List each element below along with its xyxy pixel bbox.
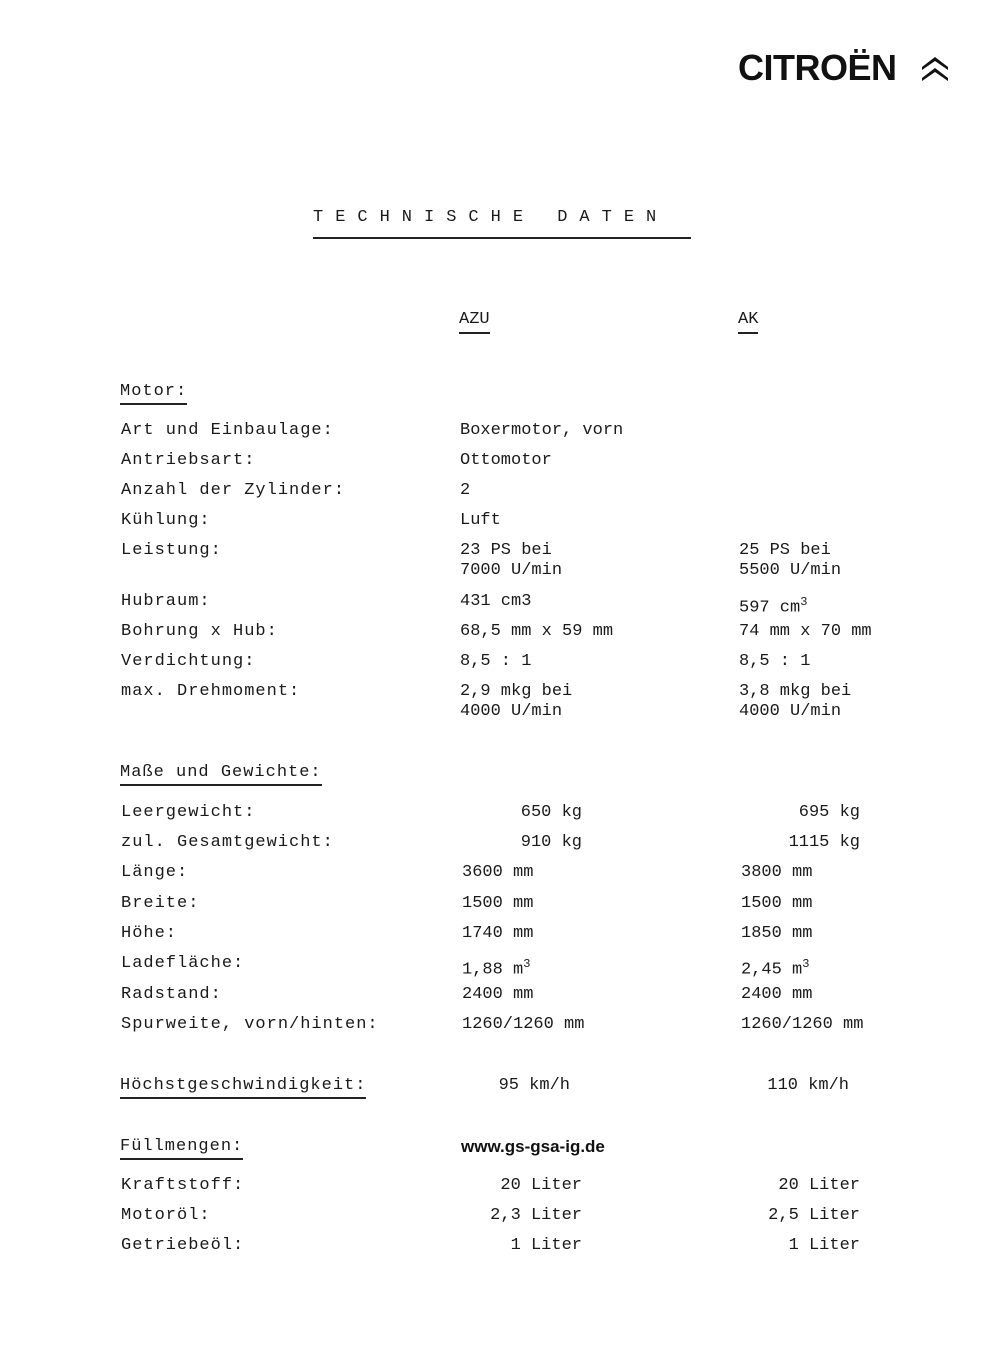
spec-value-ak: 110 km/h xyxy=(767,1076,849,1095)
superscript: 3 xyxy=(523,957,531,971)
spec-label: Radstand: xyxy=(121,985,222,1004)
spec-value-azu: Boxermotor, vorn xyxy=(460,421,624,440)
spec-label: Motoröl: xyxy=(121,1206,211,1225)
spec-value-azu: 68,5 mm x 59 mm xyxy=(460,622,614,641)
column-header-ak: AK xyxy=(738,310,758,334)
spec-label: Bohrung x Hub: xyxy=(121,622,278,641)
spec-label: Kühlung: xyxy=(121,511,211,530)
spec-label: Verdichtung: xyxy=(121,652,256,671)
spec-value-azu: 431 cm3 xyxy=(460,592,532,611)
spec-value-azu: Luft xyxy=(460,511,501,530)
spec-value-azu: 650 kg xyxy=(520,803,582,822)
spec-value-azu: 3600 mm xyxy=(462,863,534,882)
spec-value-azu: 2 xyxy=(460,481,471,500)
spec-value-azu: 20 Liter xyxy=(500,1176,582,1195)
spec-value-azu: 2,9 mkg bei xyxy=(460,682,573,701)
spec-value-azu: 910 kg xyxy=(520,833,582,852)
spec-value-ak: 2400 mm xyxy=(741,985,813,1004)
spec-label: Ladefläche: xyxy=(121,954,245,973)
spec-label: Anzahl der Zylinder: xyxy=(121,481,346,500)
spec-value-ak: 3,8 mkg bei xyxy=(739,682,852,701)
spec-value-azu: 2400 mm xyxy=(462,985,534,1004)
spec-value-azu: 1500 mm xyxy=(462,894,534,913)
spec-value-ak: 20 Liter xyxy=(778,1176,860,1195)
value-text: 597 cm xyxy=(739,598,801,618)
spec-value-ak: 74 mm x 70 mm xyxy=(739,622,872,641)
spec-label: Länge: xyxy=(121,863,189,882)
spec-label: Leistung: xyxy=(121,541,222,560)
value-text: 1,88 m xyxy=(462,960,524,980)
spec-label: Art und Einbaulage: xyxy=(121,421,334,440)
spec-label: zul. Gesamtgewicht: xyxy=(121,833,334,852)
superscript: 3 xyxy=(800,595,808,609)
section-heading-masse: Maße und Gewichte: xyxy=(120,763,322,786)
spec-label: Höhe: xyxy=(121,924,178,943)
spec-value-ak: 1500 mm xyxy=(741,894,813,913)
spec-label: Spurweite, vorn/hinten: xyxy=(121,1015,379,1034)
spec-value-azu: 8,5 : 1 xyxy=(460,652,532,671)
double-chevron-icon xyxy=(920,54,950,82)
spec-value-azu: 1 Liter xyxy=(510,1236,582,1255)
spec-value-azu: 4000 U/min xyxy=(460,702,563,721)
spec-value-ak: 695 kg xyxy=(798,803,860,822)
spec-label: Antriebsart: xyxy=(121,451,256,470)
spec-label: max. Drehmoment: xyxy=(121,682,301,701)
spec-value-azu: 1740 mm xyxy=(462,924,534,943)
spec-value-azu xyxy=(462,954,530,981)
spec-value-ak: 1260/1260 mm xyxy=(741,1015,864,1034)
column-header-azu: AZU xyxy=(459,310,490,334)
spec-value-azu: 7000 U/min xyxy=(460,561,563,580)
spec-label: Leergewicht: xyxy=(121,803,256,822)
section-heading-fuellmengen: Füllmengen: xyxy=(120,1137,243,1160)
spec-value-ak: 8,5 : 1 xyxy=(739,652,811,671)
section-heading-speed: Höchstgeschwindigkeit: xyxy=(120,1076,366,1099)
spec-value-ak xyxy=(741,954,809,981)
spec-value-ak: 1 Liter xyxy=(788,1236,860,1255)
spec-label: Breite: xyxy=(121,894,200,913)
spec-value-azu: 95 km/h xyxy=(498,1076,570,1095)
spec-label: Hubraum: xyxy=(121,592,211,611)
document-title: TECHNISCHE DATEN xyxy=(313,208,691,239)
citroen-logo: CITROËN xyxy=(738,47,897,88)
spec-value-ak: 5500 U/min xyxy=(739,561,842,580)
spec-value-ak: 3800 mm xyxy=(741,863,813,882)
spec-value-azu: Ottomotor xyxy=(460,451,552,470)
spec-label: Kraftstoff: xyxy=(121,1176,245,1195)
spec-value-ak: 2,5 Liter xyxy=(768,1206,860,1225)
spec-value-ak: 4000 U/min xyxy=(739,702,842,721)
spec-value-ak xyxy=(739,592,807,619)
spec-value-azu: 1260/1260 mm xyxy=(462,1015,585,1034)
spec-value-azu: 2,3 Liter xyxy=(490,1206,582,1225)
spec-value-ak: 25 PS bei xyxy=(739,541,831,560)
spec-value-ak: 1850 mm xyxy=(741,924,813,943)
superscript: 3 xyxy=(802,957,810,971)
section-heading-motor: Motor: xyxy=(120,382,187,405)
spec-value-azu: 23 PS bei xyxy=(460,541,552,560)
spec-value-ak: 1115 kg xyxy=(788,833,860,852)
spec-label: Getriebeöl: xyxy=(121,1236,245,1255)
website-url: www.gs-gsa-ig.de xyxy=(461,1137,605,1156)
value-text: 2,45 m xyxy=(741,960,803,980)
